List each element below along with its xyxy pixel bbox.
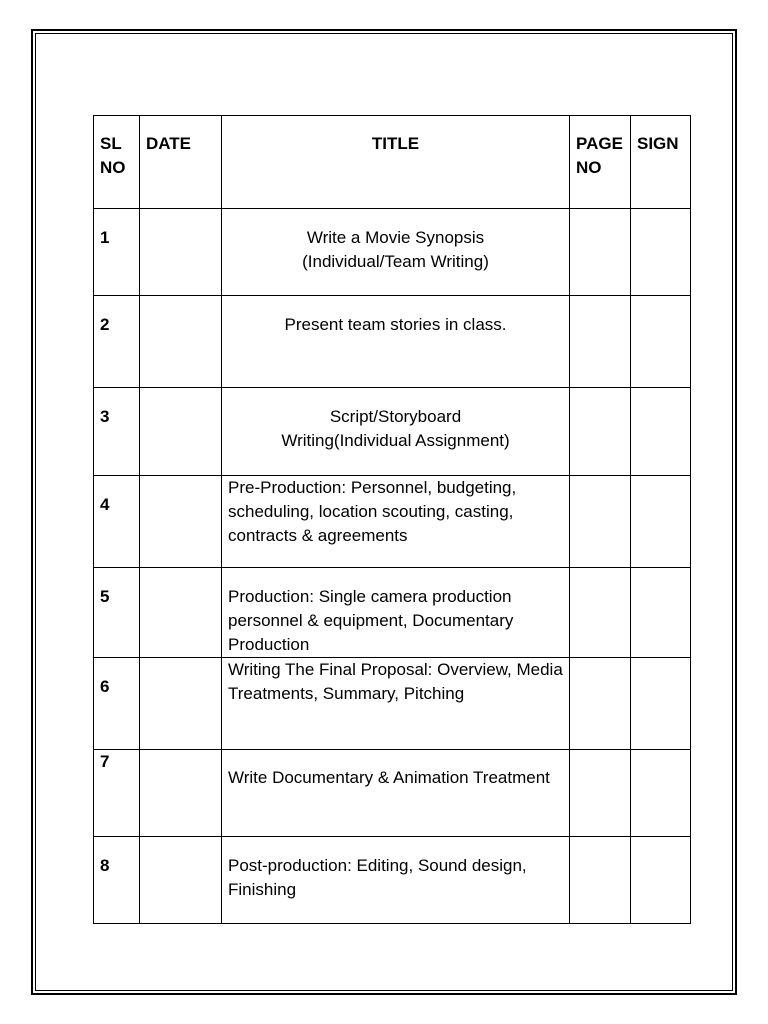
header-sign: SIGN — [631, 116, 691, 209]
row-page-no — [570, 388, 631, 476]
row-sign — [631, 388, 691, 476]
row-page-no — [570, 568, 631, 658]
row-page-no — [570, 209, 631, 296]
row-sl-no: 7 — [94, 750, 140, 837]
row-sign — [631, 750, 691, 837]
row-title: Present team stories in class. — [222, 296, 570, 388]
table-row — [94, 476, 691, 568]
table-row — [94, 296, 691, 388]
row-title: Pre-Production: Personnel, budgeting, scheduling, location scouting, casting, contracts & agreements — [222, 476, 570, 568]
table-header-row — [94, 116, 691, 209]
table-row — [94, 568, 691, 658]
row-sl-no: 4 — [94, 476, 140, 568]
row-date — [140, 568, 222, 658]
table-row — [94, 209, 691, 296]
row-date — [140, 750, 222, 837]
row-page-no — [570, 296, 631, 388]
row-date — [140, 388, 222, 476]
row-sl-no: 5 — [94, 568, 140, 658]
header-page-no: PAGE NO — [570, 116, 631, 209]
row-sign — [631, 296, 691, 388]
row-title: Script/Storyboard Writing(Individual Assignment) — [222, 388, 570, 476]
row-sign — [631, 476, 691, 568]
row-page-no — [570, 750, 631, 837]
header-date: DATE — [140, 116, 222, 209]
row-date — [140, 658, 222, 750]
header-sl-no: SL NO — [94, 116, 140, 209]
index-table — [93, 115, 691, 924]
row-page-no — [570, 837, 631, 924]
table-row — [94, 750, 691, 837]
table-row — [94, 658, 691, 750]
row-title: Production: Single camera production personnel & equipment, Documentary Production — [222, 568, 570, 658]
row-title: Write a Movie Synopsis (Individual/Team Writing) — [222, 209, 570, 296]
row-page-no — [570, 658, 631, 750]
row-sl-no: 1 — [94, 209, 140, 296]
row-title: Post-production: Editing, Sound design, Finishing — [222, 837, 570, 924]
row-page-no — [570, 476, 631, 568]
row-date — [140, 837, 222, 924]
row-date — [140, 209, 222, 296]
row-sl-no: 3 — [94, 388, 140, 476]
row-date — [140, 476, 222, 568]
table-row — [94, 837, 691, 924]
row-sign — [631, 658, 691, 750]
row-sign — [631, 568, 691, 658]
row-sl-no: 2 — [94, 296, 140, 388]
row-sl-no: 6 — [94, 658, 140, 750]
table-row — [94, 388, 691, 476]
row-sign — [631, 209, 691, 296]
row-title: Writing The Final Proposal: Overview, Media Treatments, Summary, Pitching — [222, 658, 570, 750]
row-title: Write Documentary & Animation Treatment — [222, 750, 570, 837]
row-sign — [631, 837, 691, 924]
row-date — [140, 296, 222, 388]
row-sl-no: 8 — [94, 837, 140, 924]
header-title: TITLE — [222, 116, 570, 209]
